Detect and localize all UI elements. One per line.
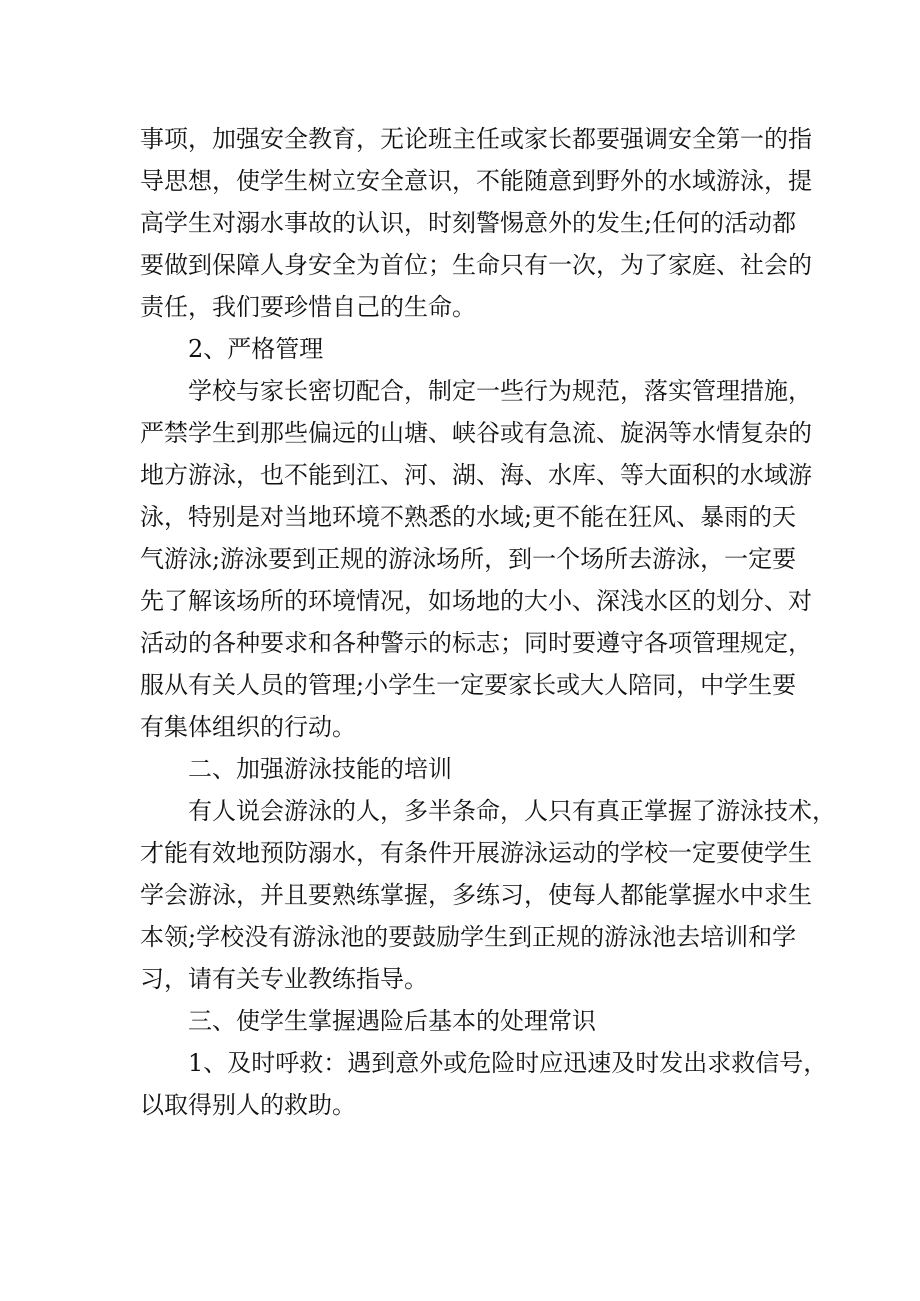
text-line: 要做到保障人身安全为首位；生命只有一次，为了家庭、社会的 — [140, 251, 812, 279]
text-line: 学会游泳，并且要熟练掌握，多练习，使每人都能掌握水中求生 — [140, 881, 812, 909]
text-line: 责任，我们要珍惜自己的生命。 — [140, 293, 476, 321]
text-line: 导思想，使学生树立安全意识，不能随意到野外的水域游泳，提 — [140, 167, 812, 195]
text-line: 严禁学生到那些偏远的山塘、峡谷或有急流、旋涡等水情复杂的 — [140, 419, 812, 447]
text-line: 本领;学校没有游泳池的要鼓励学生到正规的游泳池去培训和学 — [140, 923, 797, 951]
text-line: 1、及时呼救：遇到意外或危险时应迅速及时发出求救信号， — [188, 1049, 828, 1077]
text-line: 以取得别人的救助。 — [140, 1091, 356, 1119]
section-heading: 2、严格管理 — [188, 335, 324, 363]
text-line: 有集体组织的行动。 — [140, 713, 356, 741]
text-line: 服从有关人员的管理;小学生一定要家长或大人陪同，中学生要 — [140, 671, 797, 699]
text-line: 才能有效地预防溺水，有条件开展游泳运动的学校一定要使学生 — [140, 839, 812, 867]
text-line: 学校与家长密切配合，制定一些行为规范，落实管理措施， — [188, 377, 812, 405]
text-line: 高学生对溺水事故的认识，时刻警惕意外的发生;任何的活动都 — [140, 209, 797, 237]
text-line: 泳，特别是对当地环境不熟悉的水域;更不能在狂风、暴雨的天 — [140, 503, 797, 531]
text-line: 有人说会游泳的人，多半条命，人只有真正掌握了游泳技术， — [188, 797, 836, 825]
text-line: 气游泳;游泳要到正规的游泳场所，到一个场所去游泳，一定要 — [140, 545, 797, 573]
document-page — [140, 118, 836, 1126]
text-line: 习，请有关专业教练指导。 — [140, 965, 428, 993]
text-line: 活动的各种要求和各种警示的标志；同时要遵守各项管理规定， — [140, 629, 812, 657]
text-line: 先了解该场所的环境情况，如场地的大小、深浅水区的划分、对 — [140, 587, 812, 615]
text-line: 事项，加强安全教育，无论班主任或家长都要强调安全第一的指 — [140, 125, 812, 153]
text-line: 地方游泳，也不能到江、河、湖、海、水库、等大面积的水域游 — [140, 461, 812, 489]
section-heading: 三、使学生掌握遇险后基本的处理常识 — [188, 1007, 596, 1035]
section-heading: 二、加强游泳技能的培训 — [188, 755, 452, 783]
